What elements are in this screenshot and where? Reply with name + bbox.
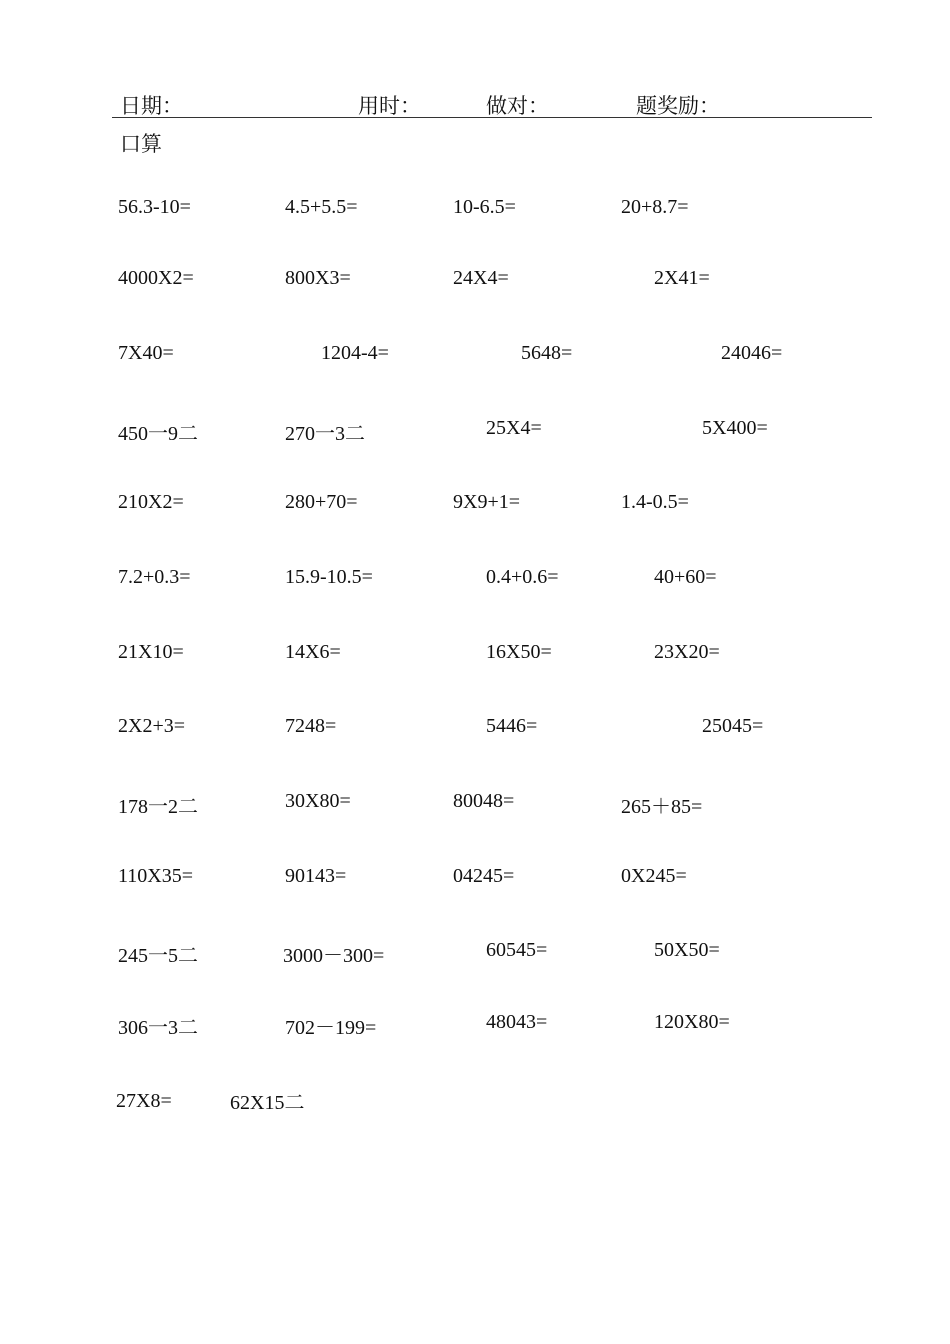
problem-item: 210X2=: [118, 491, 184, 513]
section-title: 口算: [120, 132, 162, 156]
problem-item: 800X3=: [285, 267, 351, 289]
problem-item: 265＋85=: [621, 796, 703, 818]
problem-item: 10-6.5=: [453, 196, 516, 218]
problem-item: 120X80=: [654, 1011, 730, 1033]
problem-item: 27X8=: [116, 1090, 172, 1112]
problem-item: 7X40=: [118, 342, 174, 364]
header-divider: [112, 117, 872, 118]
problem-item: 16X50=: [486, 641, 552, 663]
problem-item: 178一2二: [118, 796, 198, 818]
problem-item: 24X4=: [453, 267, 509, 289]
problem-item: 4000X2=: [118, 267, 194, 289]
problem-item: 48043=: [486, 1011, 548, 1033]
problem-item: 0X245=: [621, 865, 687, 887]
time-used-label: 用时：: [358, 94, 421, 118]
problem-item: 5X400=: [702, 417, 768, 439]
problem-item: 80048=: [453, 790, 515, 812]
problem-item: 3000－300=: [283, 945, 385, 967]
problem-item: 5446=: [486, 715, 538, 737]
problem-item: 21X10=: [118, 641, 184, 663]
problem-item: 2X2+3=: [118, 715, 186, 737]
problem-item: 270一3二: [285, 423, 365, 445]
problem-item: 245一5二: [118, 945, 198, 967]
reward-label: 题奖励：: [636, 94, 720, 118]
problem-item: 1204-4=: [321, 342, 389, 364]
problem-item: 62X15二: [230, 1092, 305, 1114]
problem-item: 7.2+0.3=: [118, 566, 191, 588]
problem-item: 5648=: [521, 342, 573, 364]
problem-item: 25X4=: [486, 417, 542, 439]
problem-item: 50X50=: [654, 939, 720, 961]
problem-item: 60545=: [486, 939, 548, 961]
problem-item: 306一3二: [118, 1017, 198, 1039]
problem-item: 04245=: [453, 865, 515, 887]
date-label: 日期：: [120, 94, 183, 118]
problem-item: 24046=: [721, 342, 783, 364]
problem-item: 1.4-0.5=: [621, 491, 689, 513]
problem-item: 40+60=: [654, 566, 717, 588]
problem-item: 56.3-10=: [118, 196, 191, 218]
problem-item: 450一9二: [118, 423, 198, 445]
problem-item: 7248=: [285, 715, 337, 737]
problem-item: 110X35=: [118, 865, 193, 887]
problem-item: 280+70=: [285, 491, 358, 513]
problem-item: 14X6=: [285, 641, 341, 663]
problem-item: 0.4+0.6=: [486, 566, 559, 588]
problem-item: 702－199=: [285, 1017, 377, 1039]
problem-item: 23X20=: [654, 641, 720, 663]
correct-count-label: 做对：: [486, 94, 549, 118]
problem-item: 4.5+5.5=: [285, 196, 358, 218]
problem-item: 30X80=: [285, 790, 351, 812]
problem-item: 2X41=: [654, 267, 710, 289]
problem-item: 15.9-10.5=: [285, 566, 373, 588]
problem-item: 9X9+1=: [453, 491, 521, 513]
problem-item: 25045=: [702, 715, 764, 737]
problem-item: 90143=: [285, 865, 347, 887]
problem-item: 20+8.7=: [621, 196, 689, 218]
